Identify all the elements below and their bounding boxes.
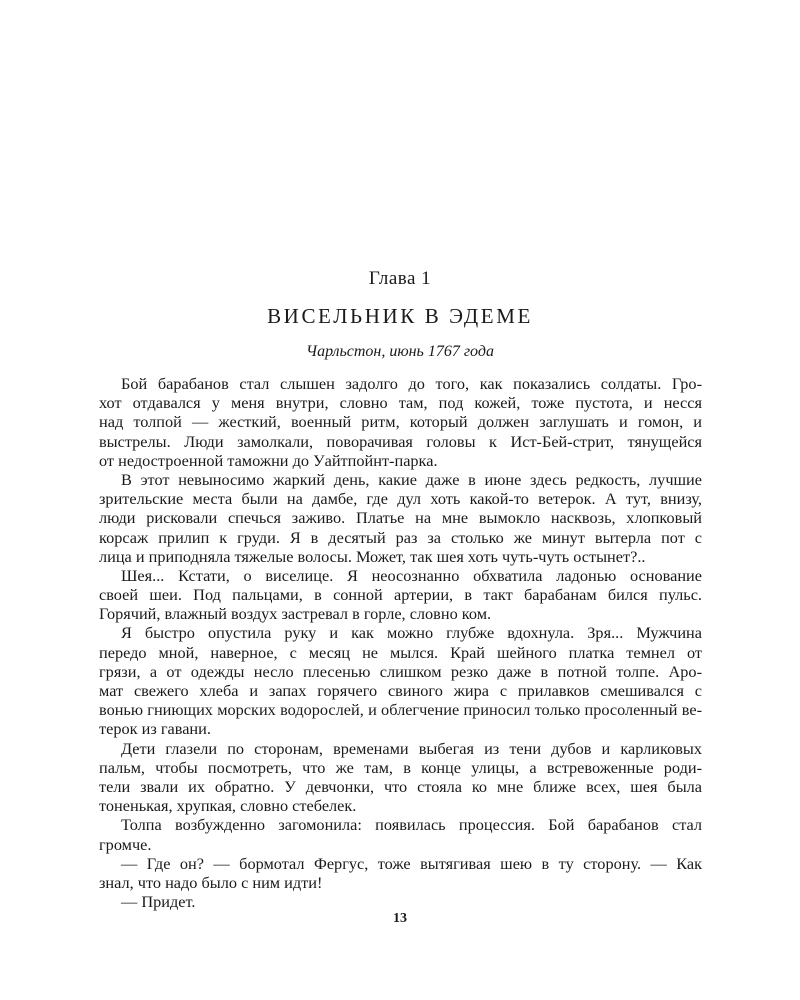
text-line: В этот невыносимо жаркий день, какие даже в июне здесь редкость, лучшие <box>121 469 702 489</box>
text-line: Толпа возбужденно загомонила: появилась процессия. Бой барабанов стал <box>121 815 702 835</box>
text-line: громче. <box>99 834 152 854</box>
text-line: люди рисковали спечься заживо. Платье на мне вымокло насквозь, хлопковый <box>99 508 702 528</box>
page-number: 13 <box>393 911 407 926</box>
text-line: тоненькая, хрупкая, словно стебелек. <box>99 796 357 816</box>
text-line: лица и приподняла тяжелые волосы. Может, так шея хоть чуть-чуть остынет?.. <box>99 546 646 566</box>
text-line: пальм, чтобы посмотреть, что же там, в конце улицы, а встревоженные роди- <box>99 757 702 777</box>
chapter-title: ВИСЕЛЬНИК В ЭДЕМЕ <box>267 304 533 328</box>
text-line: хот отдавался у меня внутри, словно там, под кожей, тоже пустота, и несся <box>99 393 702 413</box>
text-line: корсаж прилип к груди. Я в десятый раз за столько же минут вытерла пот с <box>99 527 702 547</box>
text-line: Бой барабанов стал слышен задолго до того, как показались солдаты. Гро- <box>121 374 702 393</box>
chapter-subtitle: Чарльстон, июнь 1767 года <box>306 343 494 360</box>
text-line: тели звали их обратно. У девчонки, что стояла ко мне ближе всех, шея была <box>99 776 702 796</box>
text-line: грязи, а от одежды несло плесенью слишком резко даже в потной толпе. Аро- <box>99 661 702 681</box>
body-text <box>99 374 702 911</box>
text-line: Шея... Кстати, о виселице. Я неосознанно обхватила ладонью основание <box>121 565 702 585</box>
chapter-number: Глава 1 <box>368 268 432 289</box>
text-line: передо мной, наверное, с месяц не мылся. Край шейного платка темнел от <box>99 642 702 662</box>
text-line: Горячий, влажный воздух застревал в горле, словно ком. <box>99 604 492 624</box>
text-line: мат свежего хлеба и запах горячего свиного жира с прилавков смешивался с <box>99 681 702 700</box>
text-line: — Где он? — бормотал Фергус, тоже вытягивая шею в ту сторону. — Как <box>121 853 702 873</box>
text-line: знал, что надо было с ним идти! <box>99 872 323 892</box>
text-line: над толпой — жесткий, военный ритм, который должен заглушать и гомон, и <box>99 412 702 432</box>
text-line: Я быстро опустила руку и как можно глубже вдохнула. Зря... Мужчина <box>121 623 702 643</box>
text-line: вонью гниющих морских водорослей, и облегчение приносил только просоленный ве- <box>99 700 702 720</box>
text-line: — Придет. <box>121 892 196 912</box>
text-line: терок из гавани. <box>99 719 211 739</box>
text-line: от недостроенной таможни до Уайтпойнт-парка. <box>99 450 438 470</box>
text-line: выстрелы. Люди замолкали, поворачивая головы к Ист-Бей-стрит, тянущейся <box>99 431 702 451</box>
text-line: зрительские места были на дамбе, где дул хоть какой-то ветерок. А тут, внизу, <box>99 489 702 509</box>
text-line: Дети глазели по сторонам, временами выбегая из тени дубов и карликовых <box>121 738 702 758</box>
text-line: своей шеи. Под пальцами, в сонной артерии, в такт барабанам бился пульс. <box>99 585 702 605</box>
